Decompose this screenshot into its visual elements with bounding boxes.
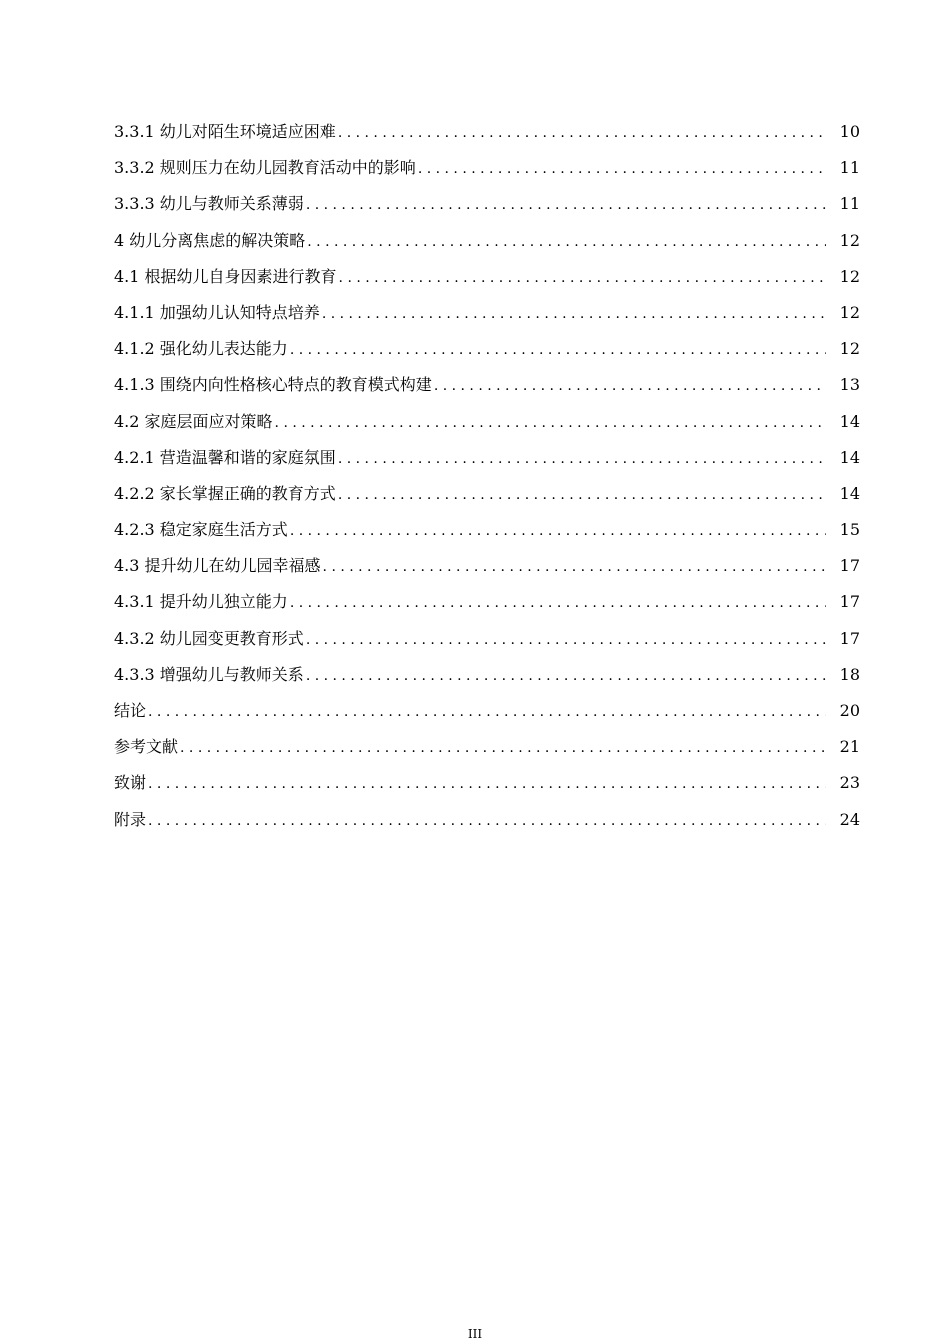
toc-entry[interactable] bbox=[114, 404, 860, 440]
toc-entry-title: 参考文献 bbox=[114, 737, 179, 757]
dot-leader bbox=[338, 441, 826, 477]
toc-entry[interactable] bbox=[114, 729, 860, 765]
toc-entry[interactable] bbox=[114, 476, 860, 512]
toc-entry-page: 10 bbox=[839, 122, 860, 141]
toc-entry-title: 4.1.2 强化幼儿表达能力 bbox=[114, 339, 288, 359]
dot-leader bbox=[306, 658, 826, 694]
dot-leader bbox=[339, 260, 826, 296]
toc-entry-page: 18 bbox=[839, 664, 860, 684]
toc-entry-title: 结论 bbox=[114, 701, 147, 720]
toc-entry-page: 23 bbox=[839, 773, 860, 793]
toc-entry-title: 4.2.3 稳定家庭生活方式 bbox=[114, 520, 288, 540]
toc-entry-title: 4.2.2 家长掌握正确的教育方式 bbox=[114, 483, 336, 503]
dot-leader bbox=[322, 296, 826, 332]
toc-entry-page: 14 bbox=[839, 411, 860, 431]
toc-entry-page: 17 bbox=[839, 556, 860, 576]
toc-entry-page: 12 bbox=[839, 302, 860, 322]
toc-entry[interactable] bbox=[114, 259, 860, 295]
toc-entry-page: 14 bbox=[839, 483, 860, 503]
toc-entry[interactable] bbox=[114, 331, 860, 367]
toc-entry-title: 4.3.2 幼儿园变更教育形式 bbox=[114, 628, 304, 648]
toc-entry-title: 4.3.3 增强幼儿与教师关系 bbox=[114, 664, 304, 684]
toc-entry[interactable] bbox=[114, 367, 860, 403]
toc-entry-title: 附录 bbox=[114, 809, 147, 829]
toc-entry-title: 3.3.3 幼儿与教师关系薄弱 bbox=[114, 194, 304, 214]
toc-entry-title: 4.1.1 加强幼儿认知特点培养 bbox=[114, 302, 320, 322]
dot-leader bbox=[290, 513, 826, 549]
toc-entry-title: 4 幼儿分离焦虑的解决策略 bbox=[114, 230, 306, 250]
toc-entry-page: 12 bbox=[839, 230, 860, 250]
dot-leader bbox=[290, 332, 826, 368]
toc-entry-title: 4.2 家庭层面应对策略 bbox=[114, 411, 273, 431]
toc-entry-page: 12 bbox=[839, 339, 860, 359]
dot-leader bbox=[418, 151, 826, 187]
toc-entry-title: 4.3.1 提升幼儿独立能力 bbox=[114, 592, 288, 612]
toc-entry[interactable] bbox=[114, 295, 860, 331]
toc-entry-title: 4.2.1 营造温馨和谐的家庭氛围 bbox=[114, 447, 336, 467]
dot-leader bbox=[148, 803, 826, 839]
toc-entry[interactable] bbox=[114, 765, 860, 801]
toc-entry[interactable] bbox=[114, 186, 860, 222]
dot-leader bbox=[180, 730, 826, 766]
table-of-contents bbox=[114, 114, 860, 838]
toc-entry-page: 12 bbox=[839, 266, 860, 286]
dot-leader bbox=[323, 549, 826, 585]
toc-entry-page: 17 bbox=[839, 628, 860, 648]
toc-entry[interactable] bbox=[114, 621, 860, 657]
toc-entry[interactable] bbox=[114, 440, 860, 476]
toc-entry-page: 13 bbox=[839, 375, 860, 395]
toc-entry-page: 14 bbox=[839, 447, 860, 467]
dot-leader bbox=[338, 115, 826, 151]
dot-leader bbox=[434, 368, 826, 404]
toc-entry[interactable] bbox=[114, 657, 860, 693]
dot-leader bbox=[290, 585, 826, 621]
dot-leader bbox=[307, 224, 826, 260]
toc-entry[interactable] bbox=[114, 512, 860, 548]
toc-entry[interactable] bbox=[114, 223, 860, 259]
toc-entry-page: 24 bbox=[839, 809, 860, 829]
toc-entry-title: 4.3 提升幼儿在幼儿园幸福感 bbox=[114, 556, 321, 576]
toc-entry-title: 3.3.2 规则压力在幼儿园教育活动中的影响 bbox=[114, 158, 416, 178]
toc-entry-page: 11 bbox=[839, 194, 860, 214]
toc-entry[interactable] bbox=[114, 548, 860, 584]
toc-entry-page: 21 bbox=[839, 737, 860, 757]
toc-entry-page: 15 bbox=[839, 520, 860, 540]
toc-entry-title: 3.3.1 幼儿对陌生环境适应困难 bbox=[114, 122, 336, 141]
toc-entry-title: 致谢 bbox=[114, 773, 147, 793]
dot-leader bbox=[148, 694, 826, 730]
toc-entry-page: 11 bbox=[839, 158, 860, 178]
toc-entry[interactable] bbox=[114, 802, 860, 838]
toc-entry-page: 20 bbox=[839, 701, 860, 720]
dot-leader bbox=[338, 477, 826, 513]
dot-leader bbox=[306, 622, 826, 658]
toc-entry-title: 4.1 根据幼儿自身因素进行教育 bbox=[114, 266, 337, 286]
toc-entry[interactable] bbox=[114, 693, 860, 729]
dot-leader bbox=[148, 766, 826, 802]
dot-leader bbox=[275, 405, 826, 441]
toc-entry-title: 4.1.3 围绕内向性格核心特点的教育模式构建 bbox=[114, 375, 432, 395]
toc-entry[interactable] bbox=[114, 150, 860, 186]
dot-leader bbox=[306, 187, 826, 223]
toc-entry-page: 17 bbox=[839, 592, 860, 612]
toc-entry[interactable] bbox=[114, 584, 860, 620]
page-number-footer: III bbox=[467, 1327, 483, 1341]
toc-entry[interactable] bbox=[114, 114, 860, 150]
